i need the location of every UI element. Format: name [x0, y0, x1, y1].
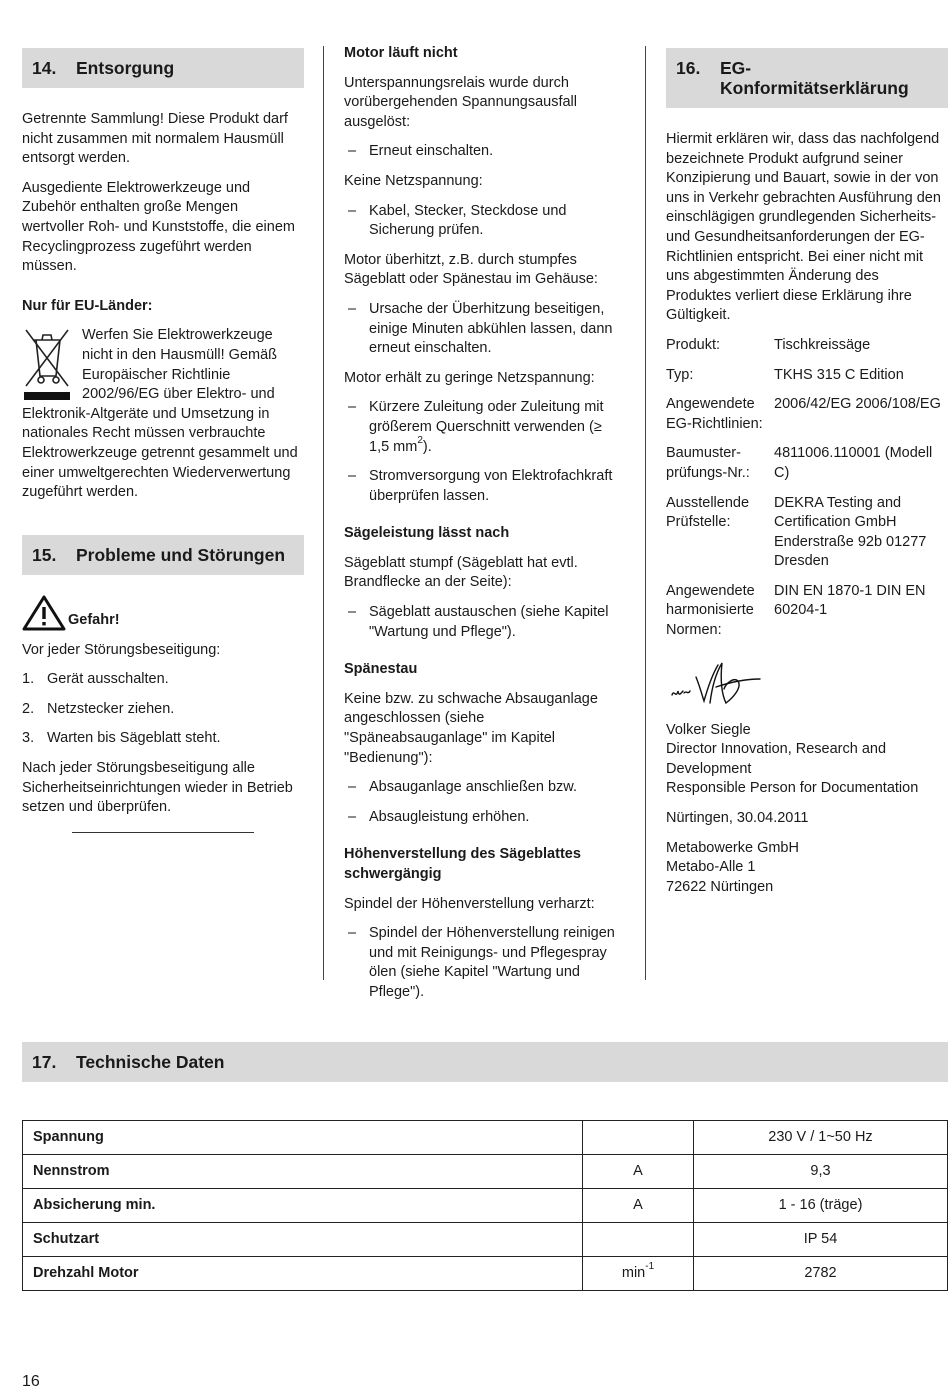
section-16-heading: [666, 48, 948, 108]
section-title: Entsorgung: [76, 58, 175, 78]
page-number: 16: [22, 1373, 40, 1388]
eu-heading: Nur für EU-Länder:: [22, 297, 153, 314]
superscript: 2: [417, 434, 423, 446]
dash-mark: –: [348, 300, 357, 317]
text-part: ).: [422, 438, 432, 455]
subheading: Sägeleistung lässt nach: [344, 525, 510, 542]
row-label: Ausstellende Prüfstelle:: [666, 494, 750, 531]
column-divider: [323, 46, 324, 980]
dash-text: Spindel der Höhenverstellung reinigen und mit Reinigungs- und Pflegespray ölen (siehe Kapitel "Wartung und Pflege").: [369, 925, 615, 1000]
dash-item: [344, 398, 624, 457]
row-value: Tischkreissäge: [774, 336, 871, 353]
section-number: 17.: [32, 1052, 57, 1072]
table-cell-label: Schutzart: [23, 1223, 583, 1257]
signer-role: Responsible Person for Documentation: [666, 780, 919, 797]
column-middle: [344, 44, 624, 1013]
list-item: [22, 670, 304, 690]
list-text: Warten bis Sägeblatt steht.: [47, 730, 221, 747]
weee-bin-icon: [22, 326, 72, 402]
paragraph: Nach jeder Störungsbeseitigung alle Sicherheitseinrichtungen wieder in Betrieb setzen und überprüfen.: [22, 760, 293, 816]
dash-item: [344, 924, 624, 1002]
text-part: Kürzere Zuleitung oder Zuleitung mit größerem Querschnitt verwenden (≥ 1,5 mm: [369, 399, 604, 455]
declaration-row: [666, 494, 948, 572]
dash-item: [344, 778, 624, 798]
section-14-heading: [22, 48, 304, 88]
table-cell-label: Spannung: [23, 1121, 583, 1155]
paragraph: Keine Netzspannung:: [344, 172, 483, 189]
dash-item: [344, 603, 624, 642]
paragraph: Ausgediente Elektrowerkzeuge und Zubehör enthalten große Mengen wertvoller Roh- und Kunststoffe, die einem Recyclingprozess zugeführt werden müssen.: [22, 179, 295, 275]
signature-image: [666, 657, 766, 717]
dash-text: Erneut einschalten.: [369, 143, 494, 160]
declaration-row: [666, 582, 948, 641]
table-cell-label: Nennstrom: [23, 1155, 583, 1189]
table-row: [23, 1121, 948, 1155]
table-row: [23, 1155, 948, 1189]
dash-mark: –: [348, 468, 357, 485]
unit-text: min: [621, 1264, 646, 1281]
section-number: 16.: [676, 58, 701, 78]
dash-text: Ursache der Überhitzung beseitigen, einige Minuten abkühlen lassen, dann erneut einschalten.: [369, 300, 613, 357]
row-label: Typ:: [666, 366, 694, 383]
eu-text: Werfen Sie Elektrowerkzeuge nicht in den Hausmüll! Gemäß Europäischer Richtlinie 2002/96/EG über Elektro- und Elektronik-Altgeräte und Umsetzung in nationales Recht müssen verbrauchte Elektrowerkzeuge getrennt gesammelt und einer umweltgerechten Wiederverwertung zugeführt werden.: [22, 327, 298, 501]
list-text: Gerät ausschalten.: [47, 671, 169, 688]
end-rule: [72, 832, 254, 833]
company-name: Metabowerke GmbH: [666, 839, 799, 856]
row-value: DIN EN 1870-1 DIN EN 60204-1: [774, 582, 926, 619]
column-left: [22, 44, 304, 833]
paragraph: Vor jeder Störungsbeseitigung:: [22, 641, 221, 658]
table-cell-value: IP 54: [694, 1223, 948, 1257]
table-cell-value: 230 V / 1~50 Hz: [694, 1121, 948, 1155]
warning-triangle-icon: [22, 595, 66, 631]
signer-role: Director Innovation, Research and Development: [666, 741, 887, 777]
list-number: 1.: [22, 671, 35, 688]
table-row: [23, 1189, 948, 1223]
dash-item: [344, 467, 624, 506]
declaration-row: [666, 336, 948, 356]
paragraph: Keine bzw. zu schwache Absauganlage angeschlossen (siehe "Späneabsauganlage" im Kapitel "Bedienung"):: [344, 690, 598, 766]
section-title: Probleme und Störungen: [76, 544, 286, 565]
dash-item: [344, 808, 624, 828]
technical-data-table: [22, 1120, 948, 1291]
dash-mark: –: [348, 925, 357, 942]
declaration-row: [666, 366, 948, 386]
dash-item: [344, 300, 624, 359]
section-number: 14.: [32, 58, 57, 78]
table-cell-unit: [583, 1257, 694, 1291]
dash-text: Stromversorgung von Elektrofachkraft überprüfen lassen.: [369, 468, 613, 504]
dash-mark: –: [348, 779, 357, 796]
paragraph: Spindel der Höhenverstellung verharzt:: [344, 895, 595, 912]
signer-name: Volker Siegle: [666, 721, 751, 738]
row-label: Angewendete harmonisierte Normen:: [666, 582, 755, 639]
warning-label: Gefahr!: [68, 612, 120, 629]
dash-text: Absaugleistung erhöhen.: [369, 808, 530, 825]
row-label: Angewendete EG-Richtlinien:: [666, 396, 763, 432]
list-number: 3.: [22, 730, 35, 747]
dash-item: [344, 142, 624, 162]
row-value: 2006/42/EG 2006/108/EG: [774, 396, 941, 413]
dash-item: [344, 202, 624, 241]
unit-superscript: -1: [645, 1260, 655, 1272]
paragraph: Hiermit erklären wir, dass das nachfolgend bezeichnete Produkt aufgrund seiner Konzipierung und Bauart, sowie in der von uns in Verkehr gebrachten Ausführung den einschlägigen grundlegenden Sicherheits- und Gesundheitsanforderungen der EG-Richtlinien entspricht. Bei einer nicht mit uns abgestimmten Änderung des Produktes verliert diese Erklärung ihre Gültigkeit.: [666, 131, 941, 324]
table-cell-unit: [583, 1223, 694, 1257]
table-cell-unit: A: [583, 1155, 694, 1189]
dash-mark: –: [348, 604, 357, 621]
danger-warning: [22, 595, 304, 631]
list-number: 2.: [22, 700, 35, 717]
dash-text: Absauganlage anschließen bzw.: [369, 779, 577, 796]
section-number: 15.: [32, 544, 57, 565]
paragraph: Sägeblatt stumpf (Sägeblatt hat evtl. Brandflecke an der Seite):: [344, 554, 578, 591]
row-value: DEKRA Testing and Certification GmbH Enderstraße 92b 01277 Dresden: [774, 494, 927, 570]
eu-block: [22, 326, 304, 502]
table-cell-label: Absicherung min.: [23, 1189, 583, 1223]
table-row: [23, 1223, 948, 1257]
row-label: Baumuster-prüfungs-Nr.:: [666, 445, 750, 481]
paragraph: Motor erhält zu geringe Netzspannung:: [344, 369, 595, 386]
place-date: Nürtingen, 30.04.2011: [666, 810, 809, 827]
declaration-row: [666, 444, 948, 483]
section-title: Technische Daten: [76, 1052, 225, 1072]
dash-mark: –: [348, 399, 357, 416]
dash-mark: –: [348, 808, 357, 825]
subheading: Motor läuft nicht: [344, 45, 458, 61]
paragraph: Motor überhitzt, z.B. durch stumpfes Sägeblatt oder Spänestau im Gehäuse:: [344, 251, 598, 288]
company-city: 72622 Nürtingen: [666, 878, 774, 895]
list-text: Netzstecker ziehen.: [47, 700, 175, 717]
declaration-row: [666, 395, 948, 434]
subheading: Höhenverstellung des Sägeblattes schwergängig: [344, 846, 581, 882]
company-street: Metabo-Alle 1: [666, 859, 756, 876]
table-cell-value: 2782: [694, 1257, 948, 1291]
dash-mark: –: [348, 143, 357, 160]
list-item: [22, 700, 304, 720]
table-cell-unit: [583, 1121, 694, 1155]
dash-text: [369, 398, 624, 457]
subheading: Spänestau: [344, 661, 418, 678]
column-divider: [645, 46, 646, 980]
dash-mark: –: [348, 202, 357, 219]
column-right: [666, 44, 948, 897]
paragraph: Unterspannungsrelais wurde durch vorübergehenden Spannungsausfall ausgelöst:: [344, 74, 577, 130]
table-cell-value: 9,3: [694, 1155, 948, 1189]
section-15-heading: [22, 535, 304, 575]
dash-text: Kabel, Stecker, Steckdose und Sicherung prüfen.: [369, 202, 567, 239]
table-cell-value: 1 - 16 (träge): [694, 1189, 948, 1223]
list-item: [22, 729, 304, 749]
row-value: 4811006.110001 (Modell C): [774, 445, 933, 481]
section-title: EG-Konformitätserklärung: [720, 58, 909, 98]
dash-text: Sägeblatt austauschen (siehe Kapitel "Wartung und Pflege").: [369, 604, 609, 640]
row-value: TKHS 315 C Edition: [774, 366, 904, 383]
section-17-heading: [22, 1042, 948, 1082]
row-label: Produkt:: [666, 336, 720, 353]
table-row: [23, 1257, 948, 1291]
paragraph: Getrennte Sammlung! Diese Produkt darf nicht zusammen mit normalem Hausmüll entsorgt werden.: [22, 111, 288, 167]
table-cell-label: Drehzahl Motor: [23, 1257, 583, 1291]
table-cell-unit: A: [583, 1189, 694, 1223]
